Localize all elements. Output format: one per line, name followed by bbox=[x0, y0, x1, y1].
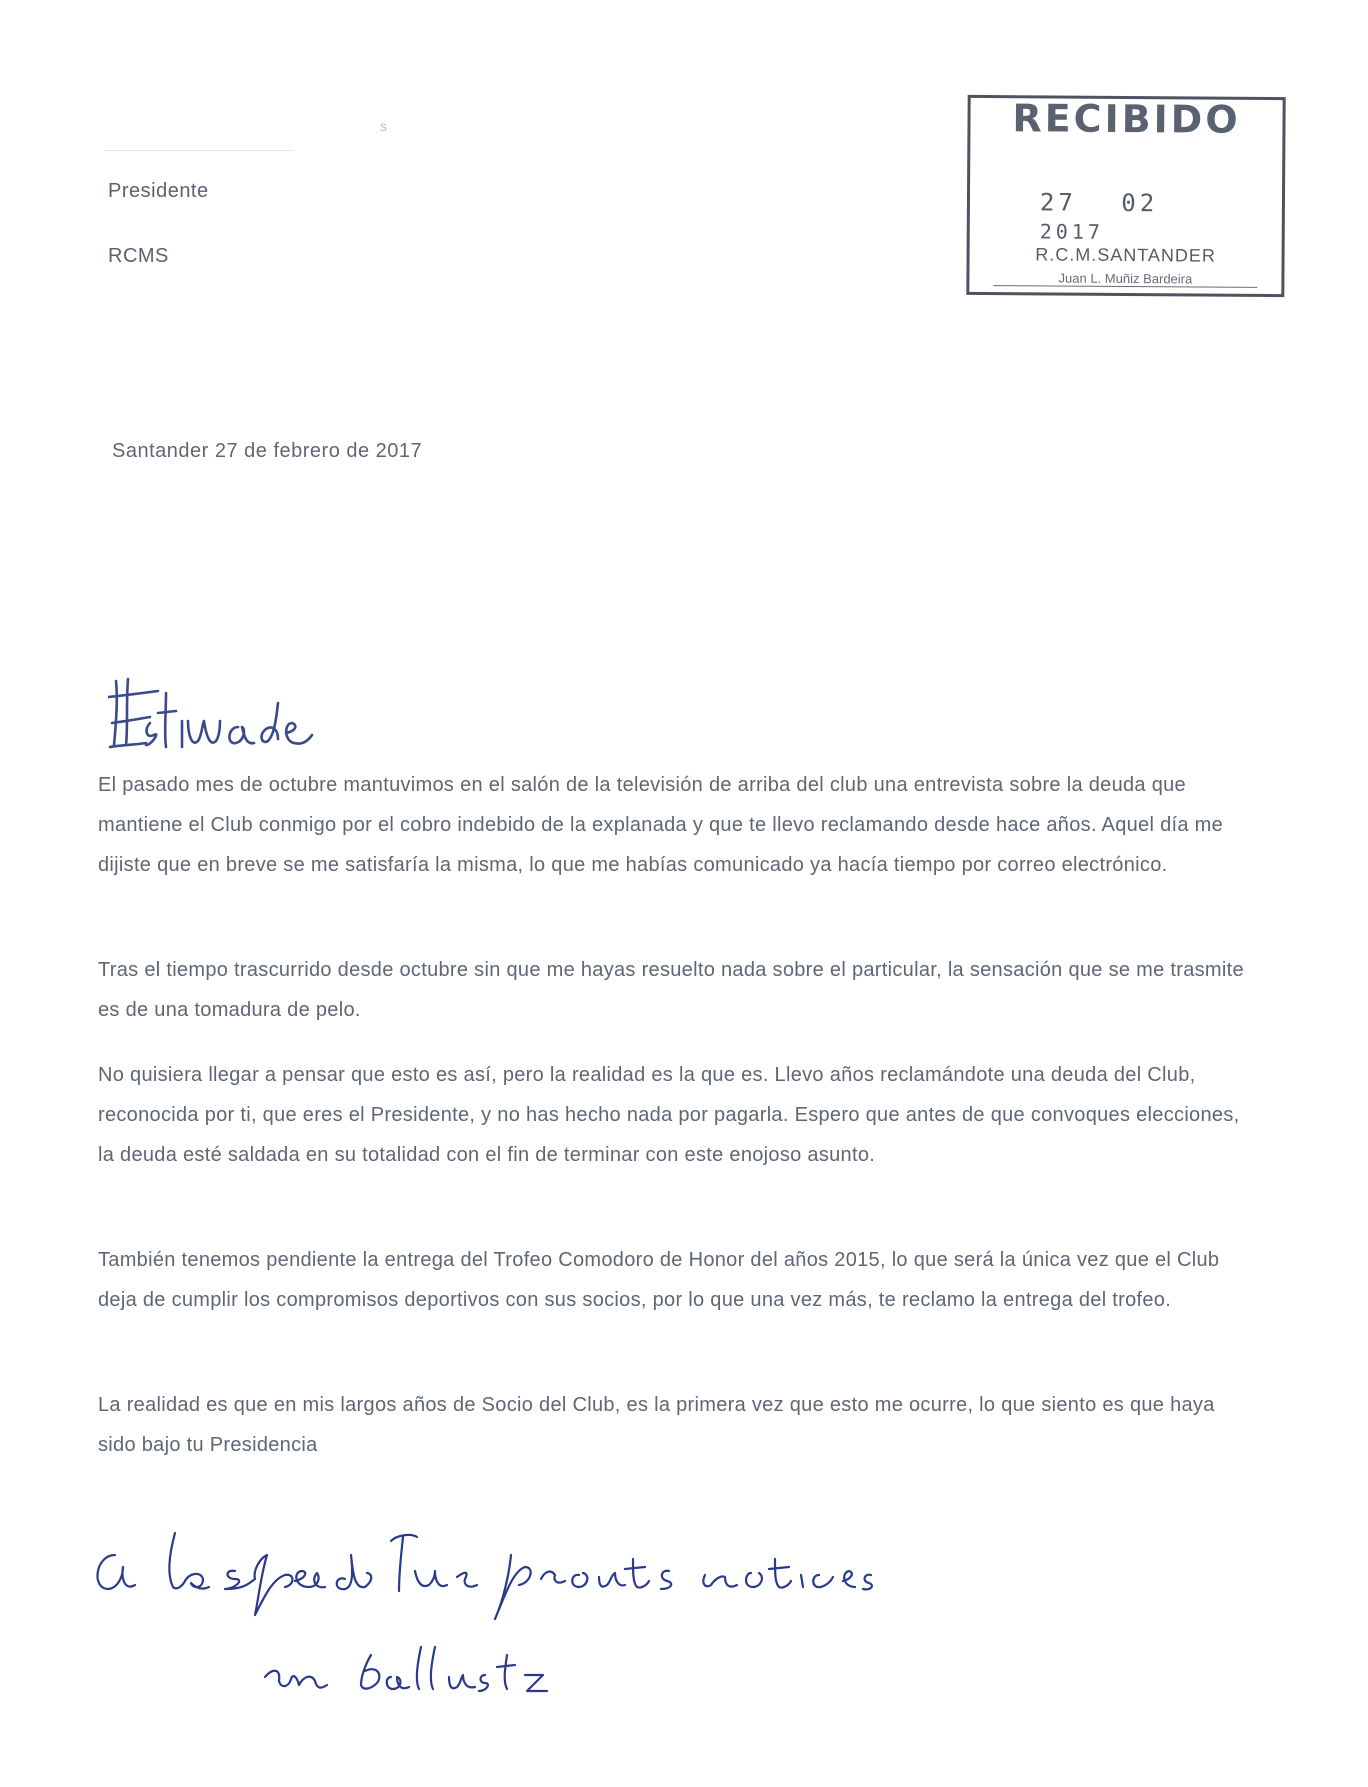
faint-mark: s bbox=[380, 118, 387, 134]
handwritten-salutation bbox=[108, 675, 328, 755]
stamp-date-day: 27 bbox=[1039, 188, 1077, 217]
stamp-club: R.C.M.SANTANDER bbox=[1035, 244, 1216, 266]
stamp-title: RECIBIDO bbox=[1012, 96, 1241, 142]
stamp-date-year: 2017 bbox=[1039, 219, 1105, 244]
paragraph-5: La realidad es que en mis largos años de Socio del Club, es la primera vez que esto me ocurre, lo que siento es que haya sido bajo tu Presidencia bbox=[98, 1394, 1215, 1456]
received-stamp bbox=[966, 95, 1285, 297]
stamp-date bbox=[1040, 188, 1282, 246]
recipient-organization: RCMS bbox=[108, 245, 169, 267]
place-date: Santander 27 de febrero de 2017 bbox=[112, 440, 423, 462]
paragraph-3: No quisiera llegar a pensar que esto es así, pero la realidad es la que es. Llevo años reclamándote una deuda del Club, reconocida por ti, que eres el Presidente, y no has hecho nada por pagarla. Espero que antes de que convoques elecciones, la deuda esté saldada en su totalidad con el fin de terminar con este enojoso asunto. bbox=[98, 1064, 1240, 1166]
stamp-signatory: Juan L. Muñiz Bardeira bbox=[993, 270, 1257, 288]
paragraph-2: Tras el tiempo trascurrido desde octubre sin que me hayas resuelto nada sobre el particular, la sensación que se me trasmite es de una tomadura de pelo. bbox=[98, 959, 1244, 1021]
handwritten-closing bbox=[85, 1515, 885, 1755]
paragraph-4: También tenemos pendiente la entrega del Trofeo Comodoro de Honor del años 2015, lo que será la única vez que el Club deja de cumplir los compromisos deportivos con sus socios, por lo que una vez más, te reclamo la entrega del trofeo. bbox=[98, 1249, 1220, 1311]
stamp-date-month: 02 bbox=[1121, 188, 1159, 218]
erased-name-line bbox=[104, 150, 294, 151]
recipient-title: Presidente bbox=[108, 180, 209, 202]
paragraph-1: El pasado mes de octubre mantuvimos en el salón de la televisión de arriba del club una entrevista sobre la deuda que mantiene el Club conmigo por el cobro indebido de la explanada y que te llevo reclamando desde hace años. Aquel día me dijiste que en breve se me satisfaría la misma, lo que me habías comunicado ya hacía tiempo por correo electrónico. bbox=[98, 774, 1224, 876]
